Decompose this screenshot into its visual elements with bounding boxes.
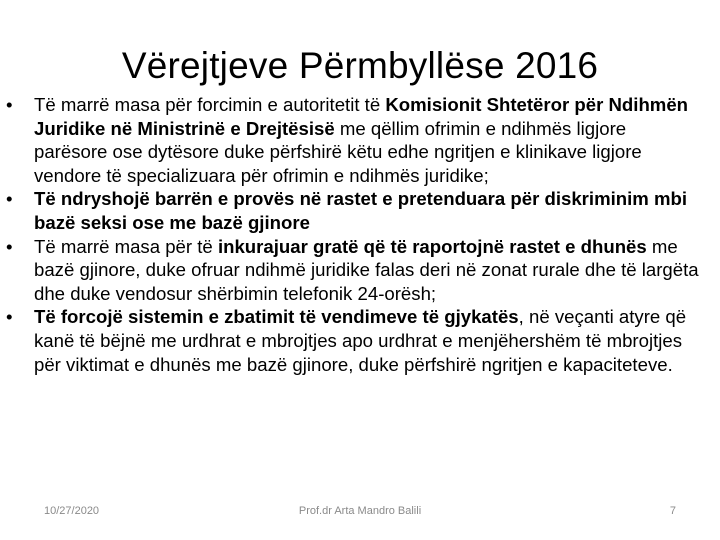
bullet-item: [6, 93, 700, 187]
bullet-text-plain: me qëllim ofrimin e ndihmës ligjore parësore ose dytësore duke përfshirë këtu edhe ngritjen e klinikave ligjore vendore të specializuara për ofrimin e ndihmës juridike;: [34, 117, 642, 186]
footer-author: Prof.dr Arta Mandro Balili: [298, 505, 422, 517]
bullet-item: [6, 187, 700, 234]
bullet-item: [6, 235, 700, 306]
bullet-text-plain: me bazë gjinore, duke ofruar ndihmë juridike falas deri në zonat rurale dhe të largëta dhe duke vendosur shërbimin telefonik 24-orësh;: [34, 235, 699, 304]
bullet-text-bold: Komisionit Shtetëror për Ndihmën Juridike në Ministrinë e Drejtësisë: [34, 94, 689, 139]
bullet-text: [34, 94, 688, 186]
bullet-text: [34, 306, 686, 374]
bullet-text-bold: inkurajuar gratë që të raportojnë rastet e dhunës: [217, 235, 647, 257]
footer-date: 10/27/2020: [44, 505, 100, 517]
bullet-icon: •: [6, 235, 13, 257]
bullet-text-plain: , në veçanti atyre që kanë të bëjnë me urdhrat e mbrojtjes apo urdhrat e menjëhershëm të mbrojtjes për viktimat e dhunës me bazë gjinore, duke përfshirë ngritjen e kapaciteteve.: [34, 306, 687, 375]
bullet-text-bold: Të forcojë sistemin e zbatimit të vendimeve të gjykatës: [34, 306, 519, 328]
bullet-item: [6, 305, 700, 376]
bullet-icon: •: [6, 94, 13, 115]
bullet-list: [6, 93, 700, 376]
bullet-text-bold: Të ndryshojë barrën e provës në rastet e pretenduara për diskriminim mbi bazë seksi ose me bazë gjinore: [34, 188, 688, 233]
footer-page-number: 7: [669, 505, 676, 517]
bullet-text: [34, 236, 699, 304]
slide-title: Vërejtjeve Përmbyllëse 2016: [121, 45, 599, 86]
bullet-text-plain: Të marrë masa për të: [34, 235, 218, 257]
bullet-icon: •: [6, 188, 13, 210]
bullet-text-plain: Të marrë masa për forcimin e autoritetit të: [34, 94, 386, 115]
bullet-icon: •: [6, 306, 13, 328]
bullet-text: [34, 188, 687, 233]
